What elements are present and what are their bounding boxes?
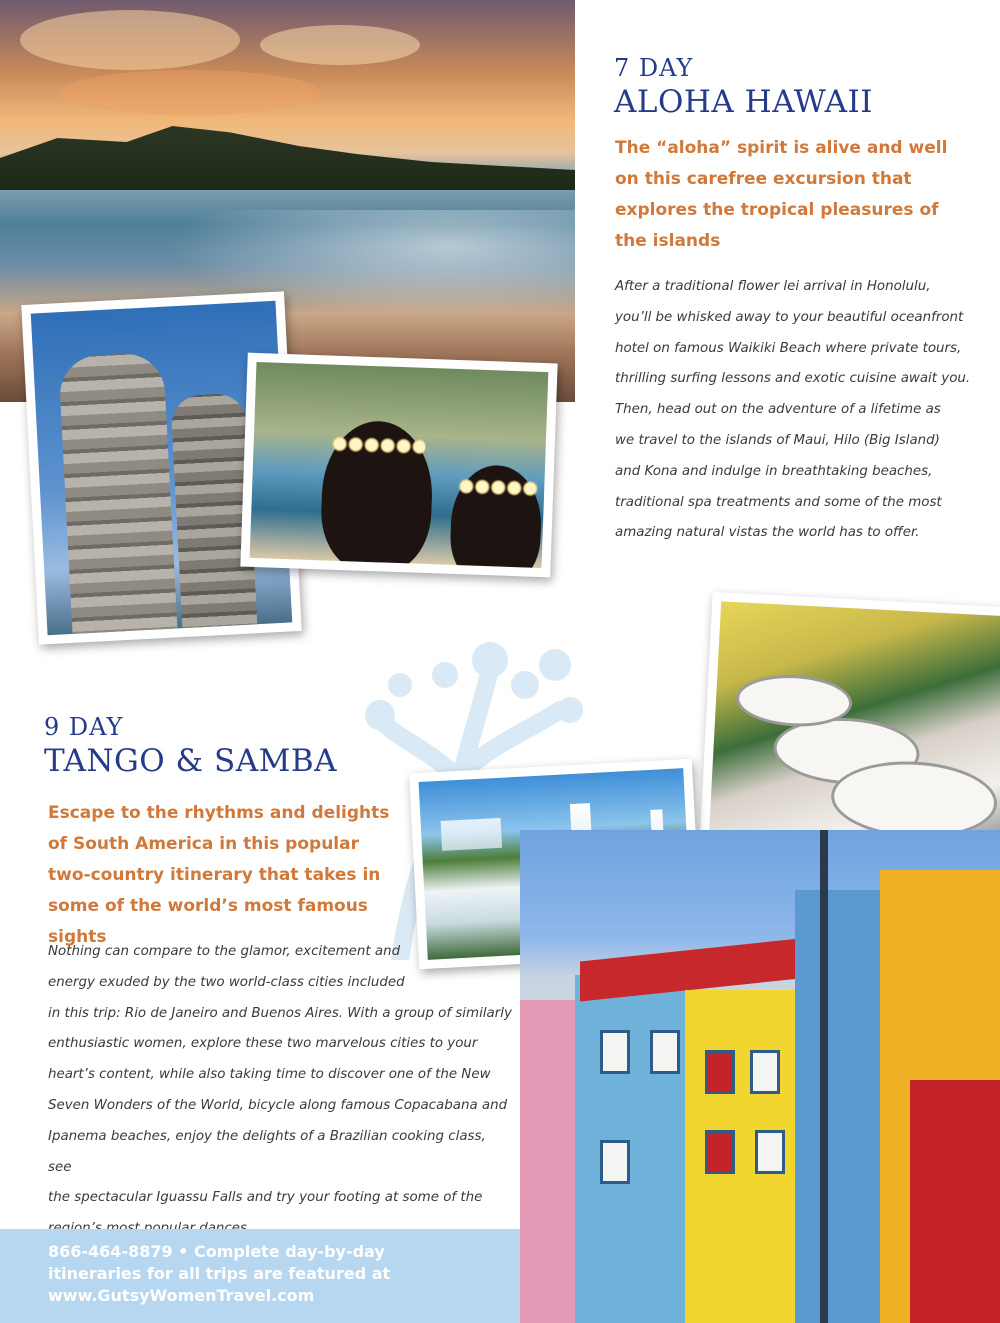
hawaii-body-line: After a traditional flower lei arrival in Honolulu, (615, 279, 931, 294)
hawaii-body-line: you’ll be whisked away to your beautiful oceanfront (615, 309, 964, 325)
samba-drummers-photo (700, 592, 1000, 856)
hawaii-body-line: and Kona and indulge in breathtaking beaches, (615, 463, 933, 479)
hula-dancers-photo (240, 353, 557, 578)
hawaii-duration: 7 DAY (614, 54, 694, 82)
la-boca-houses-photo (520, 830, 1000, 1323)
samba-body-line: enthusiastic women, explore these two marvelous cities to your (48, 1036, 478, 1052)
hawaii-body-line: amazing natural vistas the world has to offer. (615, 525, 920, 541)
contact-footer (0, 1229, 520, 1323)
samba-title: TANGO & SAMBA (44, 743, 338, 779)
samba-body-line: Nothing can compare to the glamor, excitement and (48, 944, 401, 959)
hawaii-body (615, 272, 995, 549)
hawaii-lead-line: the islands (615, 231, 721, 251)
footer-website-link[interactable]: www.GutsyWomenTravel.com (48, 1286, 315, 1305)
samba-lead (48, 798, 408, 953)
samba-body-line: Ipanema beaches, enjoy the delights of a Brazilian cooking class, see (48, 1128, 486, 1175)
samba-body-line: in this trip: Rio de Janeiro and Buenos Aires. With a group of similarly (48, 1005, 512, 1021)
hawaii-body-line: we travel to the islands of Maui, Hilo (Big Island) (615, 432, 940, 448)
samba-body-line: Seven Wonders of the World, bicycle along famous Copacabana and (48, 1097, 508, 1113)
samba-lead-line: Escape to the rhythms and delights (48, 803, 390, 823)
footer-itinerary-line: itineraries for all trips are featured at (48, 1264, 391, 1283)
samba-body (48, 937, 513, 1245)
samba-duration: 9 DAY (44, 713, 124, 741)
hawaii-lead-line: The “aloha” spirit is alive and well (615, 138, 948, 158)
footer-phone-line: 866-464-8879 • Complete day-by-day (48, 1242, 385, 1261)
hawaii-lead-line: on this carefree excursion that (615, 169, 912, 189)
hawaii-lead-line: explores the tropical pleasures of (615, 200, 939, 220)
hawaii-body-line: Then, head out on the adventure of a lifetime as (615, 402, 941, 418)
hawaii-body-line: hotel on famous Waikiki Beach where private tours, (615, 340, 962, 356)
hawaii-body-line: traditional spa treatments and some of the most (615, 494, 942, 510)
hawaii-body-line: thrilling surfing lessons and exotic cuisine await you. (615, 371, 971, 387)
samba-body-line: the spectacular Iguassu Falls and try your footing at some of the (48, 1190, 483, 1206)
samba-lead-line: two-country itinerary that takes in (48, 865, 381, 885)
samba-lead-line: some of the world’s most famous sights (48, 896, 368, 947)
samba-body-line: heart’s content, while also taking time to discover one of the New (48, 1067, 491, 1083)
samba-body-line: energy exuded by the two world-class cities included (48, 974, 405, 990)
hawaii-title: ALOHA HAWAII (614, 84, 874, 120)
hawaii-lead (615, 133, 995, 257)
samba-lead-line: of South America in this popular (48, 834, 359, 854)
